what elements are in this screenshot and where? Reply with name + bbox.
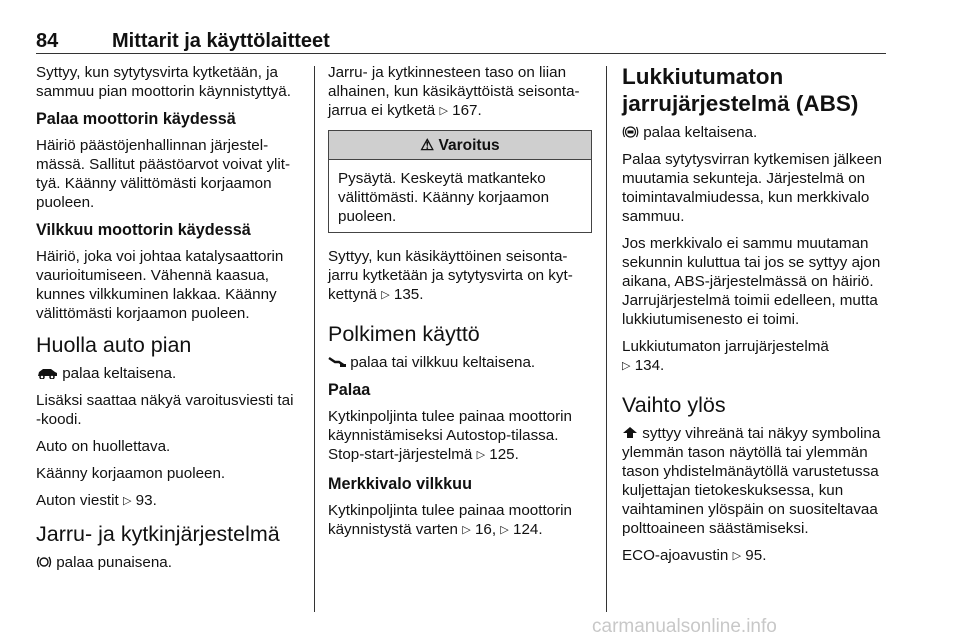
reference-link[interactable]: 16, [474, 521, 497, 538]
reference-link[interactable]: 135. [393, 286, 424, 303]
column-divider [606, 66, 607, 612]
brake-glow-text: palaa punaisena. [56, 554, 172, 571]
pedal-glow-text: palaa tai vilkkuu keltaisena. [350, 354, 536, 371]
cross-reference-icon: ▷ [439, 105, 448, 117]
column-2 [328, 63, 592, 549]
reference-link[interactable]: 125. [489, 446, 519, 463]
text: ECO-ajoavustin [622, 547, 729, 564]
paragraph: Käänny korjaamon puoleen. [36, 465, 226, 482]
paragraph [36, 364, 300, 383]
column-divider [314, 66, 315, 612]
cross-reference-icon: ▷ [381, 289, 390, 301]
text: Auton viestit [36, 492, 119, 509]
section-heading-brake: Jarru- ja kytkinjärjestelmä [36, 522, 280, 546]
paragraph: Palaa sytytysvirran kytkemisen jälkeen muutamia sekunteja. Järjestelmä on toimintavalmiudessa, kun merkkivalo sammuu. [622, 151, 882, 225]
cross-reference-icon: ▷ [462, 524, 471, 536]
abs-glow-text: palaa keltaisena. [643, 124, 758, 141]
header-rule [36, 53, 886, 54]
warning-title: Varoitus [438, 137, 500, 154]
paragraph [622, 546, 886, 567]
running-title: Mittarit ja käyttölaitteet [112, 30, 330, 52]
column-1 [36, 63, 300, 580]
reference-link[interactable]: 93. [135, 492, 157, 509]
paragraph [328, 407, 592, 466]
service-vehicle-icon [36, 367, 58, 379]
paragraph: Häiriö, joka voi johtaa katalysaattorin vaurioitumiseen. Vähennä kaasua, kunnes vilkkuminen lakkaa. Käänny välittömästi korjaamon puoleen. [36, 248, 284, 322]
cross-reference-icon: ▷ [122, 495, 132, 507]
page-header [36, 30, 886, 52]
text: Syttyy, kun käsikäyttöinen seisontajarru kytketään ja sytytysvirta on kytkettynä [328, 248, 573, 303]
paragraph: Auto on huollettava. [36, 438, 171, 455]
paragraph [328, 247, 592, 306]
brake-warning-icon [36, 555, 52, 569]
paragraph: Lisäksi saattaa näkyä varoitusviesti tai -koodi. [36, 392, 294, 428]
cross-reference-icon: ▷ [500, 524, 509, 536]
paragraph: Jos merkkivalo ei sammu muutaman sekunnin kuluttua tai jos se syttyy ajon aikana, ABS-järjestelmässä on häiriö. Jarrujärjestelmä toimii edelleen, mutta lukkiutumisenesto ei toimi. [622, 235, 881, 328]
pedal-icon [328, 356, 346, 368]
paragraph [328, 353, 592, 372]
watermark: carmanualsonline.info [592, 616, 777, 637]
text: Kytkinpoljinta tulee painaa moottorin käynnistämiseksi Autostop-tilassa. Stop-start-järjestelmä [328, 408, 572, 463]
section-heading-abs [622, 63, 886, 117]
paragraph: Syttyy, kun sytytysvirta kytketään, ja sammuu pian moottorin käynnistyttyä. [36, 64, 291, 100]
subheading-running: Palaa moottorin käydessä [36, 110, 236, 128]
subheading-glows: Palaa [328, 381, 371, 399]
reference-link[interactable]: 167. [452, 102, 482, 119]
paragraph [622, 123, 886, 142]
section-heading-pedal: Polkimen käyttö [328, 322, 480, 346]
service-glow-text: palaa keltaisena. [62, 365, 177, 382]
column-3 [622, 63, 886, 575]
paragraph [328, 63, 592, 122]
page-number: 84 [36, 30, 59, 52]
paragraph [622, 337, 886, 377]
reference-link[interactable]: 95. [745, 547, 767, 564]
section-heading-upshift: Vaihto ylös [622, 393, 726, 417]
abs-icon [622, 125, 639, 139]
heading-line: Lukkiutumaton [622, 64, 784, 89]
reference-link[interactable]: 124. [513, 521, 543, 538]
text: Lukkiutumaton jarrujärjestelmä [622, 338, 829, 355]
section-heading-service: Huolla auto pian [36, 333, 192, 357]
warning-text: Pysäytä. Keskeytä matkanteko välittömästi. Käänny korjaamon puoleen. [338, 170, 550, 225]
subheading-flashing: Vilkkuu moottorin käydessä [36, 221, 251, 239]
text: Jarru- ja kytkinnesteen taso on liian alhainen, kun käsikäyttöistä seisontajarrua ei kytketä [328, 64, 580, 119]
cross-reference-icon: ▷ [732, 550, 742, 562]
cross-reference-icon: ▷ [476, 449, 486, 461]
upshift-text: syttyy vihreänä tai näkyy symbolina ylemmän tason näytöllä tai ylemmän tason yhdistelmänäytöllä varustetussa kuljettajan tietokeskuksessa, kun vaihtaminen ylöspäin on suositeltavaa polttoaineen säästämiseksi. [622, 425, 881, 537]
subheading-flash: Merkkivalo vilkkuu [328, 475, 472, 493]
paragraph [622, 424, 886, 538]
warning-icon: ⚠ [420, 137, 435, 154]
reference-link[interactable]: 134. [634, 357, 665, 374]
upshift-icon [622, 426, 638, 439]
paragraph [36, 553, 300, 572]
text: Kytkinpoljinta tulee painaa moottorin käynnistystä varten [328, 502, 572, 538]
paragraph: Häiriö päästöjenhallinnan järjestelmässä. Sallitut päästöarvot voivat ylittyä. Käänny välittömästi korjaamon puoleen. [36, 137, 291, 211]
warning-header [329, 131, 591, 160]
paragraph [36, 491, 300, 512]
paragraph [328, 501, 592, 541]
heading-line: jarrujärjestelmä (ABS) [622, 91, 859, 116]
cross-reference-icon: ▷ [622, 360, 631, 372]
warning-box [328, 130, 592, 233]
